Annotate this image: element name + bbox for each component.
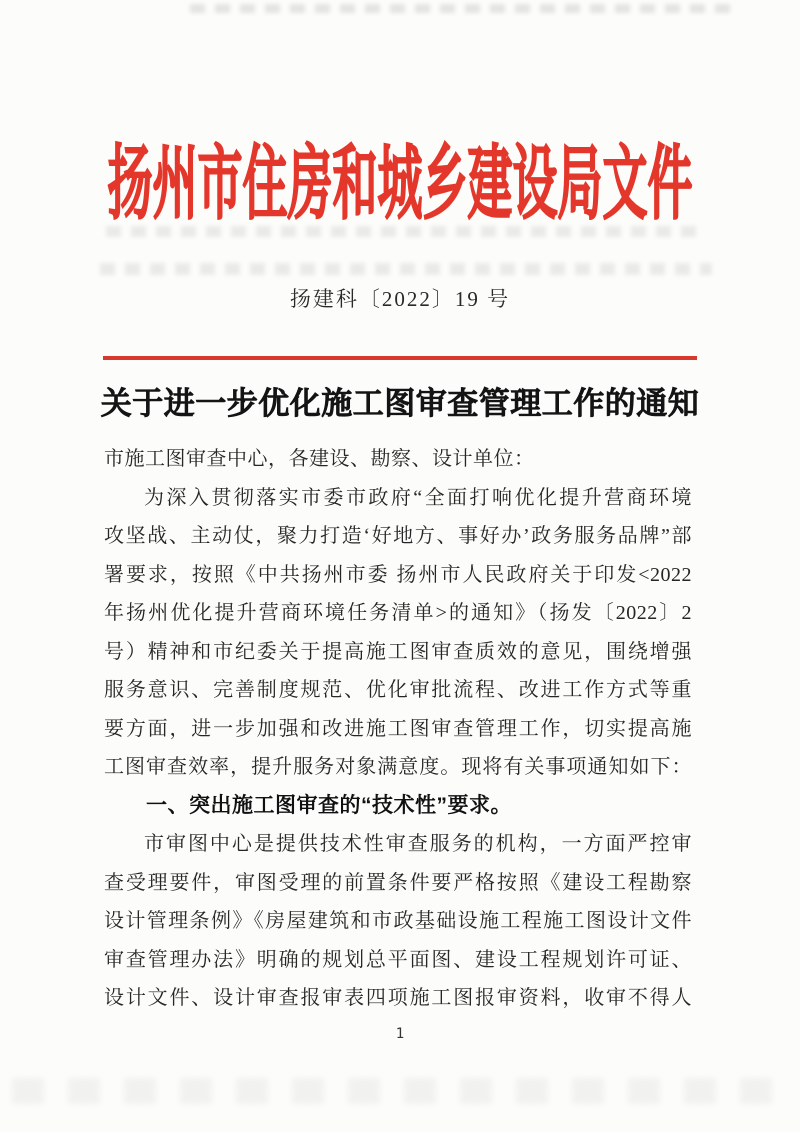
paragraph-line: 查受理要件，审图受理的前置条件要严格按照《建设工程勘察: [104, 871, 692, 894]
paragraph-line: 工图审查效率，提升服务对象满意度。现将有关事项通知如下：: [104, 756, 692, 778]
paragraph-line: 年扬州优化提升营商环境任务清单>的通知》（扬发〔2022〕2: [104, 602, 692, 624]
paragraph-line: 设计管理条例》《房屋建筑和市政基础设施工程施工图设计文件: [104, 910, 692, 932]
paragraph-line: 要方面，进一步加强和改进施工图审查管理工作，切实提高施: [104, 717, 692, 740]
document-body: [104, 440, 692, 1018]
red-divider: [103, 356, 697, 360]
agency-title: 扬州市住房和城乡建设局文件: [107, 139, 693, 230]
scan-artifact-top: [190, 4, 730, 13]
scan-artifact-bottom: [12, 1078, 790, 1104]
agency-letterhead: [0, 130, 800, 230]
paragraph-line: 审查管理办法》明确的规划总平面图、建设工程规划许可证、: [104, 948, 692, 971]
paragraph-line: 号）精神和市纪委关于提高施工图审查质效的意见，围绕增强: [104, 640, 692, 663]
document-title: 关于进一步优化施工图审查管理工作的通知: [100, 386, 700, 421]
paragraph-line: 服务意识、完善制度规范、优化审批流程、改进工作方式等重: [104, 679, 692, 701]
page-number: 1: [395, 1026, 405, 1042]
paragraph-line: 设计文件、设计审查报审表四项施工图报审资料，收审不得人: [104, 987, 692, 1009]
document-number: 扬建科〔2022〕19 号: [289, 287, 511, 311]
paragraph-line: 署要求，按照《中共扬州市委 扬州市人民政府关于印发<2022: [104, 563, 692, 586]
heading-line: 一、突出施工图审查的“技术性”要求。: [146, 793, 512, 817]
scan-artifact-row2: [100, 263, 712, 275]
salutation-line: 市施工图审查中心，各建设、勘察、设计单位：: [104, 448, 535, 470]
paragraph-line: 攻坚战、主动仗，聚力打造‘好地方、事好办’政务服务品牌”部: [104, 525, 692, 547]
paragraph-line: 市审图中心是提供技术性审查服务的机构，一方面严控审: [144, 833, 692, 855]
paragraph-line: 为深入贯彻落实市委市政府“全面打响优化提升营商环境: [144, 486, 692, 509]
